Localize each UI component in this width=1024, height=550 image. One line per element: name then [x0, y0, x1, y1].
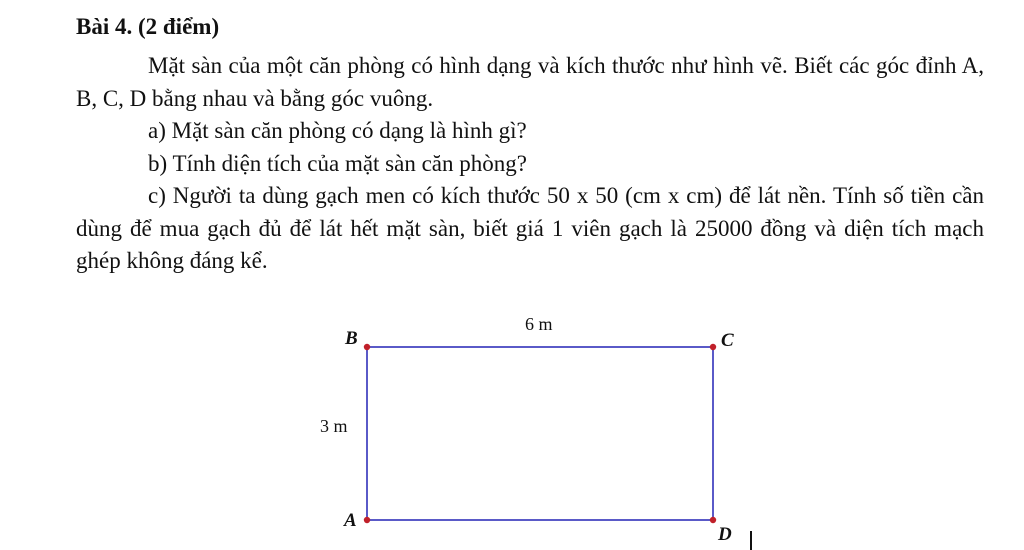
vertex-point-c — [710, 344, 716, 350]
problem-text — [76, 50, 984, 278]
problem-part-c: c) Người ta dùng gạch men có kích thước 50 x 50 (cm x cm) để lát nền. Tính số tiền cần dùng để mua gạch đủ để lát hết mặt sàn, biết giá 1 viên gạch là 25000 đồng và diện tích mạch ghép không đáng kể. — [76, 183, 984, 273]
rectangle-abcd — [367, 347, 713, 520]
problem-part-a: a) Mặt sàn căn phòng có dạng là hình gì? — [148, 118, 527, 143]
vertex-point-b — [364, 344, 370, 350]
vertex-label-b: B — [345, 328, 358, 349]
vertex-point-a — [364, 517, 370, 523]
text-cursor — [750, 531, 752, 550]
problem-intro: Mặt sàn của một căn phòng có hình dạng và kích thước như hình vẽ. Biết các góc đỉnh A, B, C, D bằng nhau và bằng góc vuông. — [76, 53, 984, 111]
vertex-label-a: A — [344, 510, 357, 531]
figure-canvas — [300, 300, 760, 550]
vertex-point-d — [710, 517, 716, 523]
problem-part-b: b) Tính diện tích của mặt sàn căn phòng? — [148, 150, 527, 176]
height-label: 3 m — [320, 416, 348, 436]
rectangle-figure — [300, 300, 760, 550]
width-label: 6 m — [525, 314, 553, 334]
vertex-label-c: C — [721, 330, 734, 351]
vertex-label-d: D — [718, 524, 732, 545]
problem-title: Bài 4. (2 điểm) — [76, 14, 220, 39]
